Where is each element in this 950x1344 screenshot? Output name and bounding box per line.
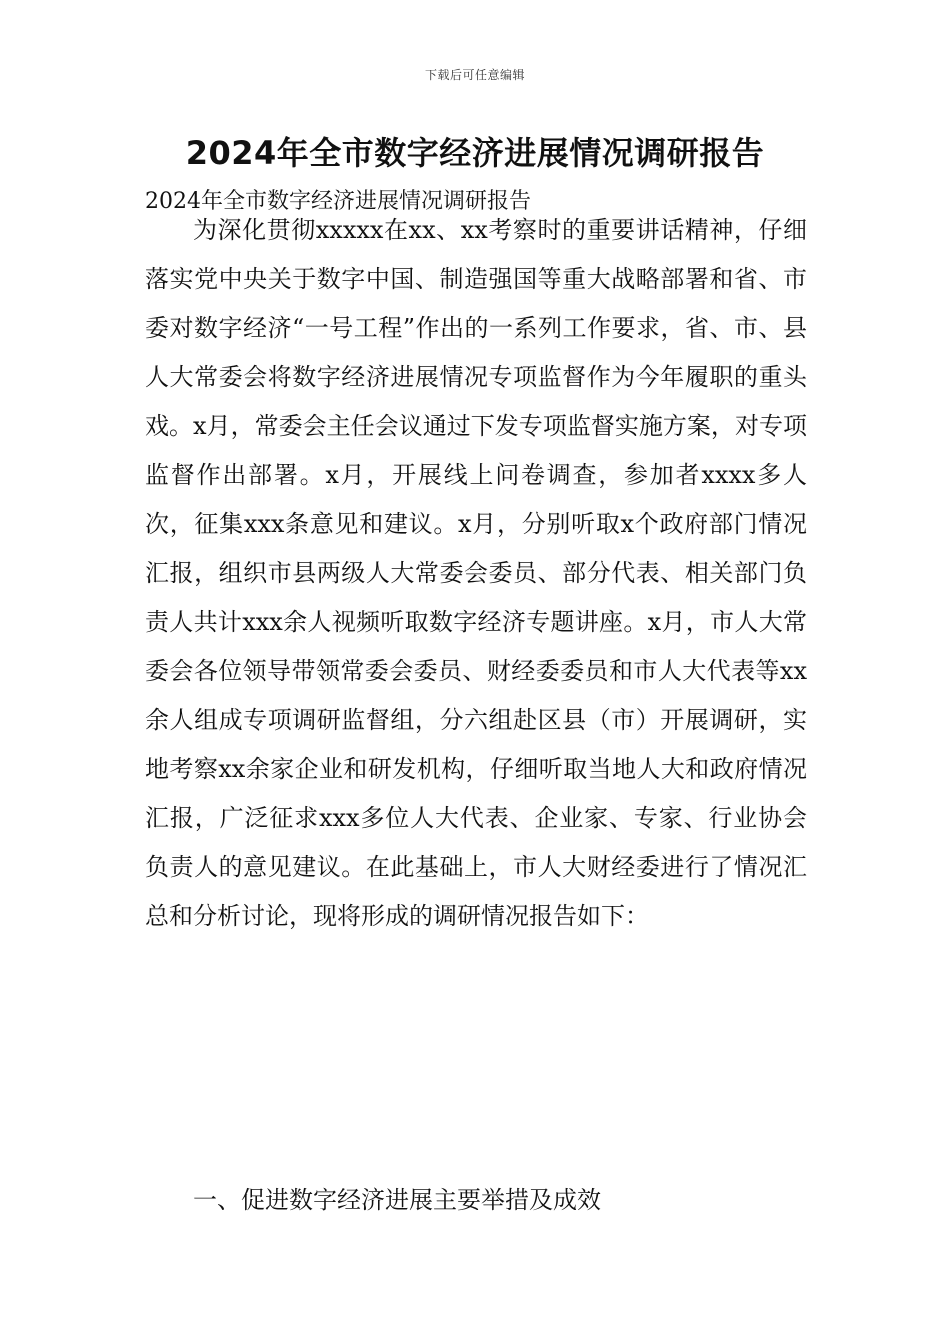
body-paragraph: 为深化贯彻xxxxx在xx、xx考察时的重要讲话精神，仔细落实党中央关于数字中国、制造强国等重大战略部署和省、市委对数字经济“一号工程”作出的一系列工作要求，省、市、县人大常委会将数字经济进展情况专项监督作为今年履职的重头戏。x月，常委会主任会议通过下发专项监督实施方案，对专项监督作出部署。x月，开展线上问卷调查，参加者xxxx多人次，征集xxx条意见和建议。x月，分别听取x个政府部门情况汇报，组织市县两级人大常委会委员、部分代表、相关部门负责人共计xxx余人视频听取数字经济专题讲座。x月，市人大常委会各位领导带领常委会委员、财经委委员和市人大代表等xx余人组成专项调研监督组，分六组赴区县（市）开展调研，实地考察xx余家企业和研发机构，仔细听取当地人大和政府情况汇报，广泛征求xxx多位人大代表、企业家、专家、行业协会负责人的意见建议。在此基础上，市人大财经委进行了情况汇总和分析讨论，现将形成的调研情况报告如下： <box>145 216 807 930</box>
document-subtitle: 2024年全市数字经济进展情况调研报告 <box>145 189 531 214</box>
section-heading: 一、促进数字经济进展主要举措及成效 <box>193 1186 601 1214</box>
header-note: 下载后可任意编辑 <box>424 68 525 82</box>
document-title: 2024年全市数字经济进展情况调研报告 <box>185 134 765 172</box>
